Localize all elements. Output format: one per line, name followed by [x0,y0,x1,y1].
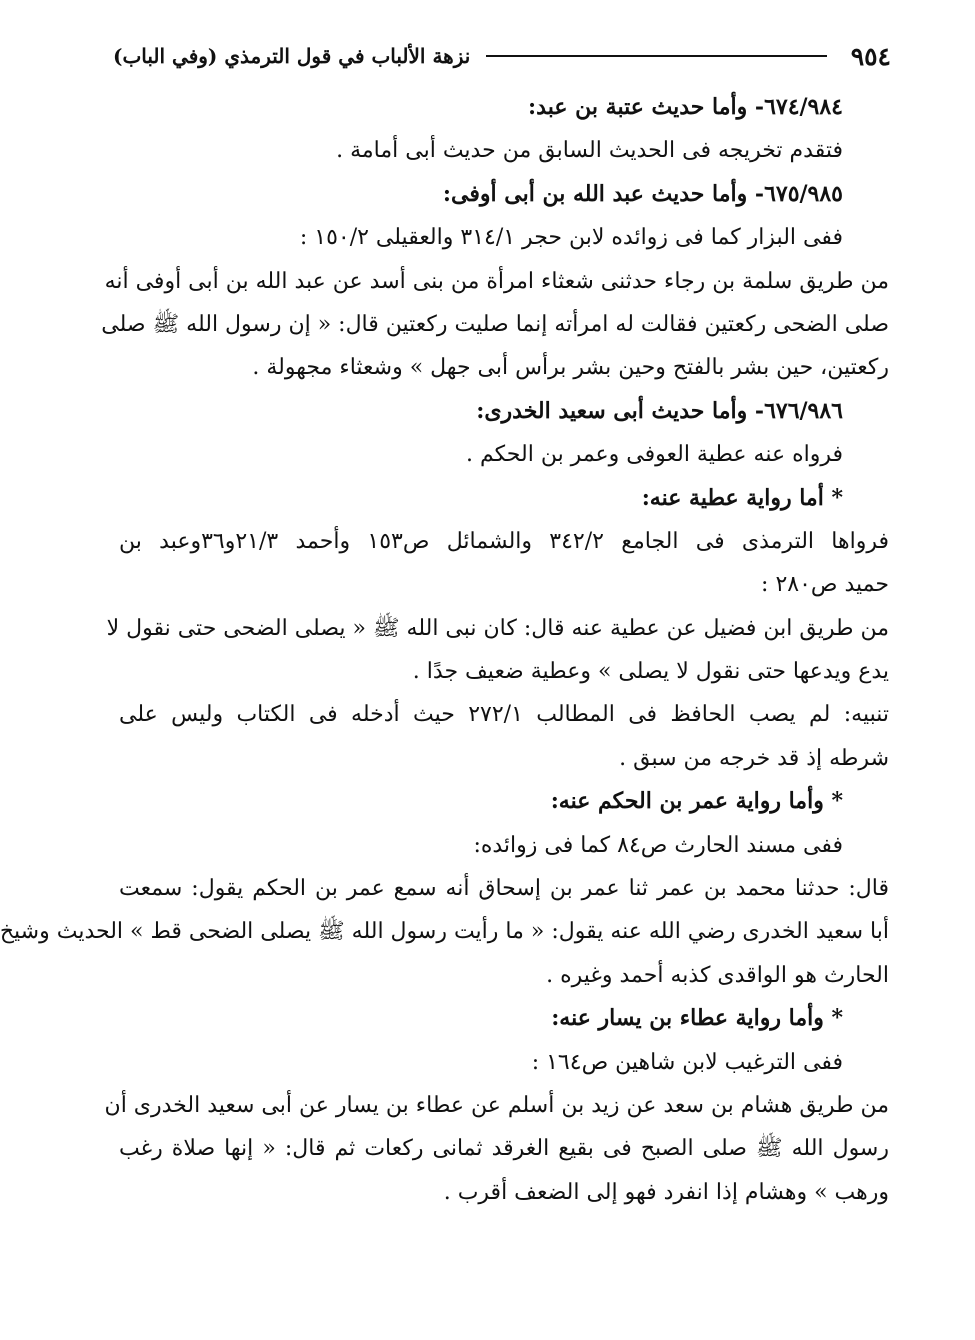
text-line: ٦٧٦/٩٨٦- وأما حديث أبى سعيد الخدرى: [476,397,843,424]
text-line: من طريق هشام بن سعد عن زيد بن أسلم عن عطاء بن يسار عن أبى سعيد الخدرى أن [104,1092,889,1118]
text-line: فرواها الترمذى فى الجامع ٣٤٢/٢ والشمائل ص١٥٣ وأحمد ٢١/٣و٣٦وعبد بن [119,528,890,554]
text-line: ففى البزار كما فى زوائده لابن حجر ٣١٤/١ والعقيلى ١٥٠/٢ : [299,225,843,251]
text-line: من طريق سلمة بن رجاء حدثنى شعثاء امرأة من بنى أسد عن عبد الله بن أبى أوفى أنه [104,268,889,294]
text-line: فتقدم تخريجه فى الحديث السابق من حديث أبى أمامة . [336,138,843,164]
text-line: ففى مسند الحارث ص٨٤ كما فى زوائده: [473,832,843,858]
text-line: فرواه عنه عطية العوفى وعمر بن الحكم . [466,442,843,468]
header-rule [486,55,826,57]
text-line: رسول الله ﷺ صلى الصبح فى بقيع الغرقد ثمانى ركعات ثم قال: « إنها صلاة رغب [119,1136,889,1162]
text-line: قال: حدثنا محمد بن عمر ثنا عمر بن إسحاق أنه سمع عمر بن الحكم يقول: سمعت [119,876,889,902]
page-number: ٩٥٤ [850,41,891,71]
text-line: ٦٧٥/٩٨٥- وأما حديث عبد الله بن أبى أوفى: [442,180,843,207]
text-line: أبا سعيد الخدرى رضي الله عنه يقول: « ما رأيت رسول الله ﷺ يصلى الضحى قط » الحديث وشيخ [0,919,889,945]
text-line: * وأما رواية عطاء بن يسار عنه: [551,1005,843,1032]
text-line: من طريق ابن فضيل عن عطية عنه قال: كان نبى الله ﷺ « يصلى الضحى حتى نقول لا [106,615,889,641]
text-line: حميد ص٢٨٠ : [761,572,889,598]
page-body [0,86,890,1214]
text-line: الحارث هو الواقدى كذبه أحمد وغيره . [546,962,889,988]
text-line: ركعتين، حين بشر بالفتح وحين بشر برأس أبى جهل » وشعثاء مجهولة . [252,355,889,381]
text-line: صلى الضحى ركعتين فقالت له امرأته إنما صليت ركعتين قال: « إن رسول الله ﷺ صلى [101,311,889,337]
running-title: نزهة الألباب في قول الترمذي (وفي الباب) [113,44,471,68]
text-line: ففى الترغيب لابن شاهين ص١٦٤ : [531,1049,843,1075]
text-line: يدع ويدعها حتى نقول لا يصلى » وعطية ضعيف جدًا . [412,659,889,685]
text-line: * وأما رواية عمر بن الحكم عنه: [550,788,843,815]
text-line: شرطه إذ قد خرجه من سبق . [619,745,889,771]
page-header [113,36,891,76]
text-line: ٦٧٤/٩٨٤- وأما حديث عتبة بن عبد: [528,94,843,120]
text-line: تنبيه: لم يصب الحافظ فى المطالب ٢٧٢/١ حيث أدخله فى الكتاب وليس على [119,702,889,728]
text-line: ورهب » وهشام إذا انفرد فهو إلى الضعف أقرب . [443,1179,889,1205]
text-line: * أما رواية عطية عنه: [641,484,843,511]
